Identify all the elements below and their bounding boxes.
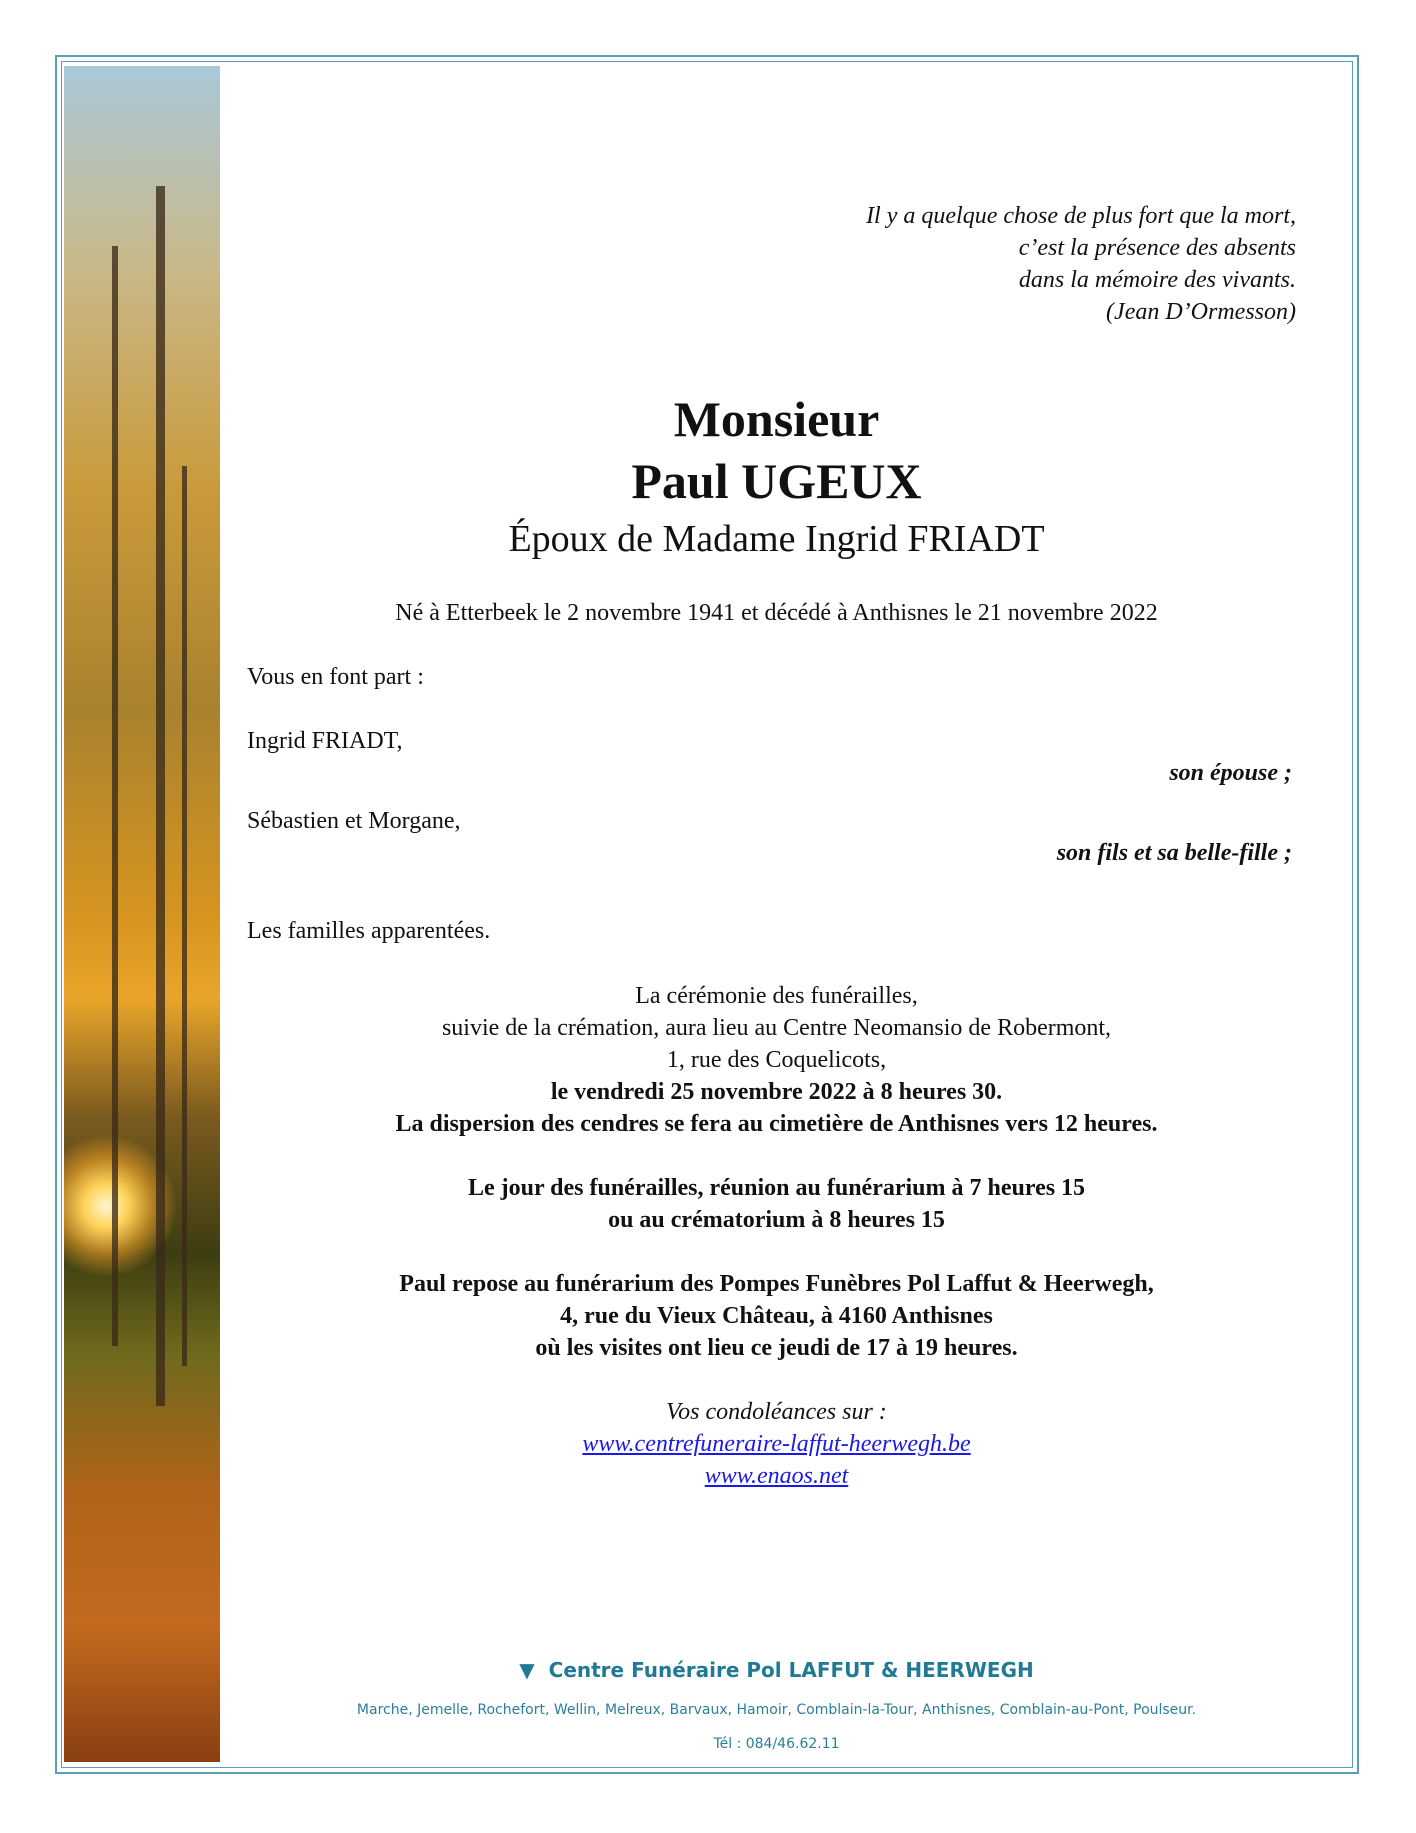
- quote: [866, 200, 1296, 328]
- quote-author: (Jean D’Ormesson): [1106, 299, 1296, 325]
- honorific: Monsieur: [673, 391, 880, 447]
- family-member-relation: son épouse ;: [1169, 760, 1292, 786]
- rest-line: Paul repose au funérarium des Pompes Funèbres Pol Laffut & Heerwegh,: [399, 1271, 1154, 1297]
- ceremony-line: suivie de la crémation, aura lieu au Centre Neomansio de Robermont,: [441, 1015, 1112, 1041]
- dispersion-line: La dispersion des cendres se fera au cimetière de Anthisnes vers 12 heures.: [395, 1111, 1158, 1137]
- ceremony-details: [220, 980, 1333, 1492]
- meeting-line: ou au crématorium à 8 heures 15: [608, 1207, 945, 1233]
- rest-line: 4, rue du Vieux Château, à 4160 Anthisnes: [560, 1303, 993, 1329]
- spouse-line: Époux de Madame Ingrid FRIADT: [508, 518, 1045, 560]
- enaos-link[interactable]: www.enaos.net: [704, 1463, 849, 1489]
- relatives-text: Les familles apparentées.: [247, 918, 491, 944]
- autumn-forest-photo: [64, 66, 220, 1762]
- family-member-relation: son fils et sa belle-fille ;: [1056, 840, 1292, 866]
- quote-line: dans la mémoire des vivants.: [1018, 267, 1296, 293]
- meeting-line: Le jour des funérailles, réunion au funérarium à 7 heures 15: [467, 1175, 1086, 1201]
- funeral-center-phone: Tél : 084/46.62.11: [713, 1736, 840, 1752]
- family-member-name: Sébastien et Morgane,: [247, 808, 461, 834]
- ceremony-date: le vendredi 25 novembre 2022 à 8 heures 30.: [550, 1079, 1003, 1105]
- funeral-center-link[interactable]: www.centrefuneraire-laffut-heerwegh.be: [582, 1431, 971, 1457]
- funeral-center-label: Centre Funéraire Pol LAFFUT & HEERWEGH: [548, 1658, 1034, 1682]
- family-member-name: Ingrid FRIADT,: [247, 728, 403, 754]
- birth-death-line: Né à Etterbeek le 2 novembre 1941 et décédé à Anthisnes le 21 novembre 2022: [395, 600, 1158, 626]
- funeral-center-towns: Marche, Jemelle, Rochefort, Wellin, Melreux, Barvaux, Hamoir, Comblain-la-Tour, Anthisnes, Comblain-au-Pont, Poulseur.: [356, 1702, 1197, 1718]
- triangle-down-icon: ▼: [519, 1658, 535, 1682]
- rest-line: où les visites ont lieu ce jeudi de 17 à 19 heures.: [535, 1335, 1018, 1361]
- ceremony-line: La cérémonie des funérailles,: [635, 983, 918, 1009]
- quote-line: Il y a quelque chose de plus fort que la mort,: [866, 203, 1296, 229]
- deceased-title: [220, 388, 1333, 512]
- intro-text: Vous en font part :: [247, 664, 424, 690]
- funeral-center-name: [220, 1658, 1333, 1682]
- quote-line: c’est la présence des absents: [1018, 235, 1296, 261]
- deceased-name: Paul UGEUX: [631, 453, 922, 509]
- condolences-label: Vos condoléances sur :: [666, 1399, 887, 1425]
- ceremony-line: 1, rue des Coquelicots,: [666, 1047, 887, 1073]
